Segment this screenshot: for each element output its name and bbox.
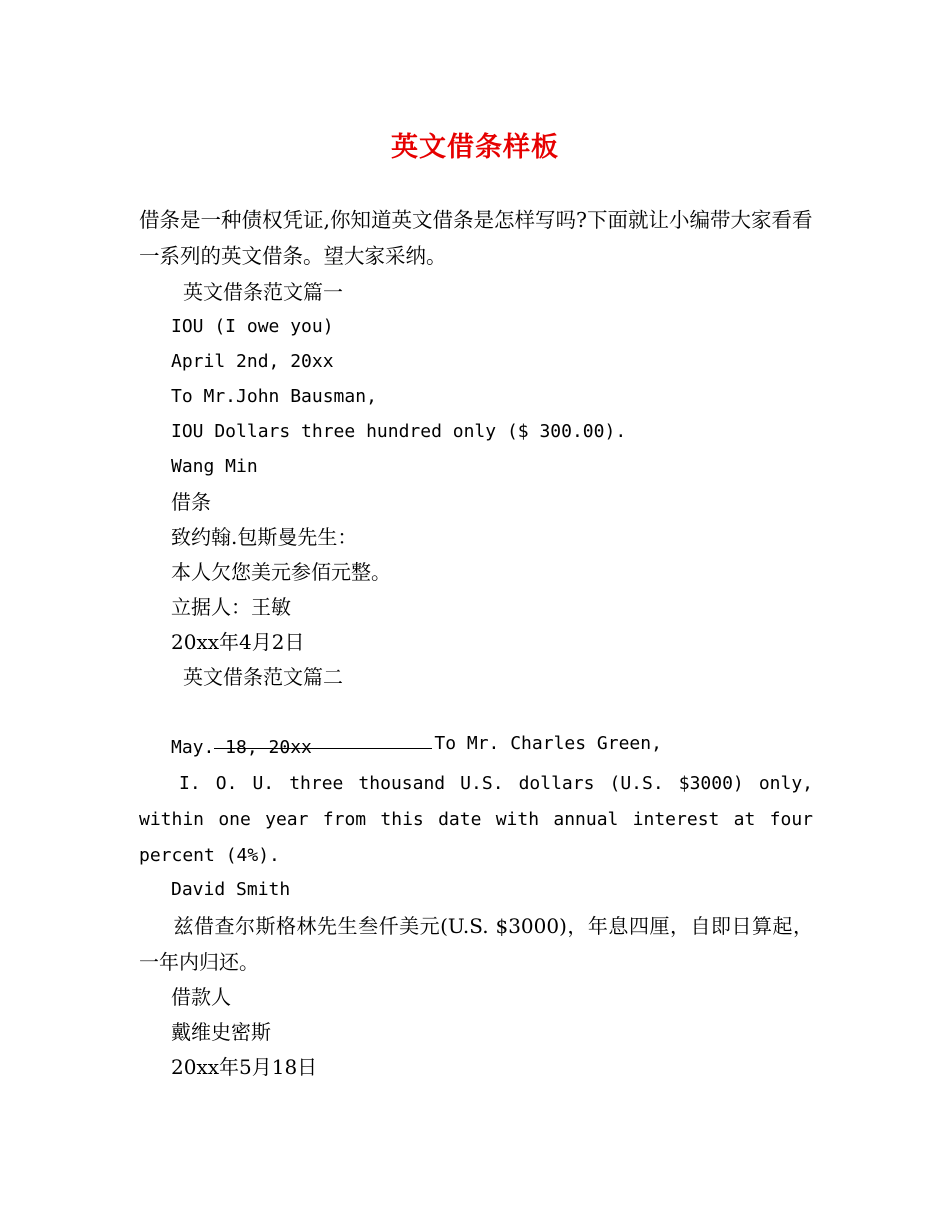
sample1-iou-title: IOU (I owe you) xyxy=(171,316,334,337)
sample2-body: I. O. U. three thousand U.S. dollars (U.S. $3000) only, within one year from this date with annual interest at four percent (4%). xyxy=(139,773,813,866)
sample2-recipient: To Mr. Charles Green, xyxy=(434,733,662,754)
sample1-cn-recipient: 致约翰.包斯曼先生： xyxy=(171,525,358,549)
sample2-body-paragraph xyxy=(139,766,813,874)
sample1-cn-signer: 立据人：王敏 xyxy=(171,595,291,619)
sample2-heading: 英文借条范文篇二 xyxy=(183,665,343,689)
document-title: 英文借条样板 xyxy=(391,132,559,163)
sample2-cn-body: 兹借查尔斯格林先生叁仟美元(U.S. $3000)，年息四厘，自即日算起，一年内归还。 xyxy=(139,914,813,974)
sample1-cn-amount: 本人欠您美元参佰元整。 xyxy=(171,560,391,584)
sample2-cn-body-paragraph xyxy=(139,908,813,980)
sample2-cn-signer: 戴维史密斯 xyxy=(171,1020,271,1044)
sample1-recipient: To Mr.John Bausman, xyxy=(171,386,377,407)
sample2-cn-borrower-label: 借款人 xyxy=(171,985,231,1009)
sample1-date: April 2nd, 20xx xyxy=(171,351,334,372)
sample1-amount: IOU Dollars three hundred only ($ 300.00). xyxy=(171,421,627,442)
sample1-cn-date: 20xx年4月2日 xyxy=(171,630,305,654)
sample2-date: May. 18, 20xx xyxy=(171,737,312,758)
intro-paragraph: 借条是一种债权凭证,你知道英文借条是怎样写吗?下面就让小编带大家看看一系列的英文借条。望大家采纳。 xyxy=(139,208,813,268)
sample2-signer: David Smith xyxy=(171,879,291,900)
sample1-signer: Wang Min xyxy=(171,456,258,477)
sample1-heading: 英文借条范文篇一 xyxy=(183,280,343,304)
sample2-cn-date: 20xx年5月18日 xyxy=(171,1055,318,1079)
sample1-cn-title: 借条 xyxy=(171,490,211,514)
